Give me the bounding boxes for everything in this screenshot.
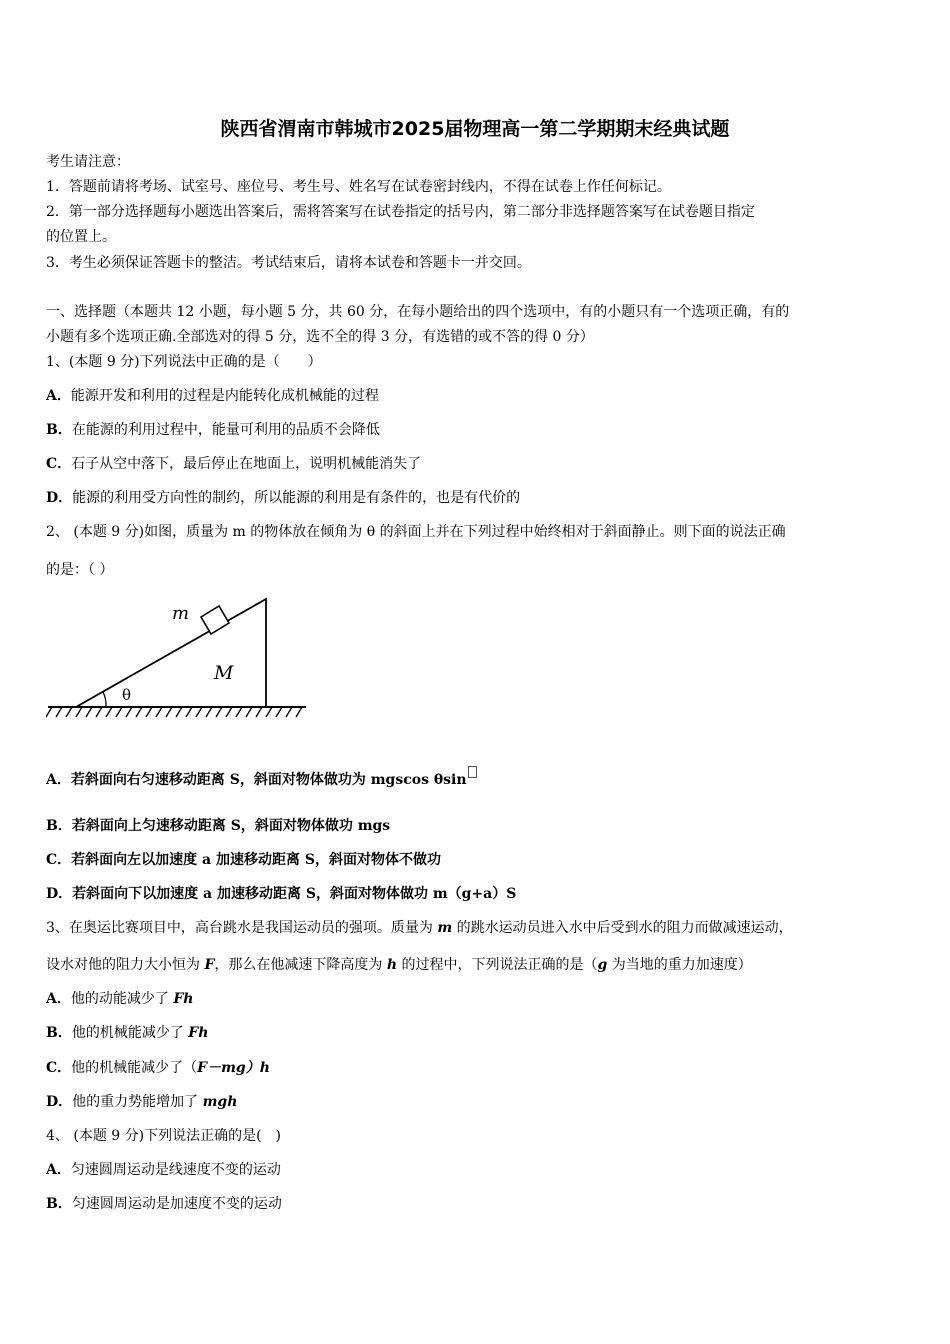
option-letter: A． bbox=[46, 991, 71, 1007]
q4-option-a bbox=[46, 1160, 281, 1180]
q2-stem-1: 2、 (本题 9 分)如图，质量为 m 的物体放在倾角为 θ 的斜面上并在下列过程中始终相对于斜面静止。则下面的说法正确 bbox=[46, 524, 786, 540]
label-M: M bbox=[214, 662, 234, 684]
q3-stem-text: ，那么在他减速下降高度为 bbox=[214, 957, 387, 973]
option-text: 匀速圆周运动是加速度不变的运动 bbox=[71, 1196, 282, 1212]
option-math: F－mg bbox=[197, 1060, 246, 1076]
q2-option-a bbox=[46, 766, 477, 790]
option-letter: A． bbox=[46, 1162, 71, 1178]
option-text: 在能源的利用过程中，能量可利用的品质不会降低 bbox=[71, 422, 380, 438]
q1-option-c bbox=[46, 454, 421, 474]
option-text: 若斜面向右匀速移动距离 S，斜面对物体做功为 mgscos θsin bbox=[70, 772, 467, 788]
option-tail: ）h bbox=[245, 1060, 270, 1076]
incline-figure bbox=[46, 595, 316, 730]
block-m bbox=[201, 606, 229, 634]
page-title: 陕西省渭南市韩城市2025届物理高一第二学期期末经典试题 bbox=[220, 118, 730, 140]
notice-heading: 考生请注意： bbox=[46, 154, 130, 170]
notice-item-2-cont: 的位置上。 bbox=[46, 229, 116, 245]
option-text: 他的机械能减少了（ bbox=[71, 1060, 198, 1076]
option-math: Fh bbox=[173, 991, 194, 1007]
option-text: 他的动能减少了 bbox=[70, 991, 174, 1007]
option-text: 能源的利用受方向性的制约，所以能源的利用是有条件的，也是有代价的 bbox=[72, 490, 521, 506]
option-text: 若斜面向下以加速度 a 加速移动距离 S，斜面对物体做功 m（g+a）S bbox=[72, 886, 517, 902]
option-text: 他的重力势能增加了 bbox=[72, 1094, 203, 1110]
q1-option-b bbox=[46, 420, 380, 440]
notice-item-1: 1．答题前请将考场、试室号、座位号、考生号、姓名写在试卷密封线内，不得在试卷上作任何标记。 bbox=[46, 179, 671, 195]
q3-option-c bbox=[46, 1058, 270, 1078]
option-text: 能源开发和利用的过程是内能转化成机械能的过程 bbox=[70, 388, 379, 404]
q3-stem-text: 的跳水运动员进入水中后受到水的阻力而做减速运动， bbox=[452, 920, 793, 936]
angle-arc bbox=[103, 692, 106, 707]
q2-option-d bbox=[46, 884, 516, 904]
q3-var-h: h bbox=[386, 957, 398, 973]
missing-glyph-box bbox=[468, 766, 477, 778]
option-letter: B． bbox=[46, 422, 72, 438]
q2-option-c bbox=[46, 850, 441, 870]
option-letter: C． bbox=[46, 456, 72, 472]
option-text: 若斜面向上匀速移动距离 S，斜面对物体做功 mgs bbox=[71, 818, 391, 834]
q1-stem: 1、(本题 9 分)下列说法中正确的是（ ） bbox=[46, 354, 322, 370]
option-math: mgh bbox=[202, 1094, 238, 1110]
label-theta: θ bbox=[122, 686, 132, 704]
option-letter: B． bbox=[46, 1025, 72, 1041]
q4-option-b bbox=[46, 1194, 282, 1214]
option-letter: D． bbox=[46, 886, 73, 902]
notice-item-2: 2．第一部分选择题每小题选出答案后，需将答案写在试卷指定的括号内，第二部分非选择题答案写在试卷题目指定 bbox=[46, 204, 755, 220]
option-letter: A． bbox=[46, 772, 71, 788]
label-m: m bbox=[172, 603, 190, 624]
notice-item-3: 3．考生必须保证答题卡的整洁。考试结束后，请将本试卷和答题卡一并交回。 bbox=[46, 255, 531, 271]
option-letter: D． bbox=[46, 1094, 73, 1110]
q3-var-F: F bbox=[204, 957, 215, 973]
option-letter: C． bbox=[46, 852, 72, 868]
q3-var-m: m bbox=[437, 920, 453, 936]
q2-option-b bbox=[46, 816, 390, 836]
q1-option-d bbox=[46, 488, 520, 508]
q3-var-g: g bbox=[597, 957, 608, 973]
q3-stem-text: 为当地的重力加速度） bbox=[607, 957, 752, 973]
option-text: 他的机械能减少了 bbox=[71, 1025, 189, 1041]
q3-stem-text: 3、在奥运比赛项目中，高台跳水是我国运动员的强项。质量为 bbox=[46, 920, 438, 936]
option-text: 匀速圆周运动是线速度不变的运动 bbox=[70, 1162, 281, 1178]
q1-option-a bbox=[46, 386, 379, 406]
option-letter: B． bbox=[46, 818, 72, 834]
q3-stem-1 bbox=[46, 918, 793, 938]
option-math: Fh bbox=[188, 1025, 209, 1041]
option-text: 石子从空中落下，最后停止在地面上，说明机械能消失了 bbox=[71, 456, 422, 472]
q3-option-b bbox=[46, 1023, 208, 1043]
incline-wedge bbox=[76, 599, 266, 707]
section-instructions-2: 小题有多个选项正确.全部选对的得 5 分，选不全的得 3 分，有选错的或不答的得 0 分） bbox=[46, 329, 594, 345]
option-letter: D． bbox=[46, 490, 73, 506]
section-instructions-1: 一、选择题（本题共 12 小题，每小题 5 分，共 60 分，在每小题给出的四个选项中，有的小题只有一个选项正确，有的 bbox=[46, 304, 790, 320]
option-letter: B． bbox=[46, 1196, 72, 1212]
option-letter: C． bbox=[46, 1060, 72, 1076]
q3-stem-2 bbox=[46, 955, 752, 975]
q3-option-a bbox=[46, 989, 193, 1009]
option-letter: A． bbox=[46, 388, 71, 404]
q3-option-d bbox=[46, 1092, 237, 1112]
q2-stem-2: 的是：（ ） bbox=[46, 562, 114, 578]
q3-stem-text: 设水对他的阻力大小恒为 bbox=[46, 957, 205, 973]
q4-stem: 4、 (本题 9 分)下列说法正确的是( ) bbox=[46, 1128, 282, 1144]
q3-stem-text: 的过程中，下列说法正确的是（ bbox=[397, 957, 598, 973]
option-text: 若斜面向左以加速度 a 加速移动距离 S，斜面对物体不做功 bbox=[71, 852, 441, 868]
